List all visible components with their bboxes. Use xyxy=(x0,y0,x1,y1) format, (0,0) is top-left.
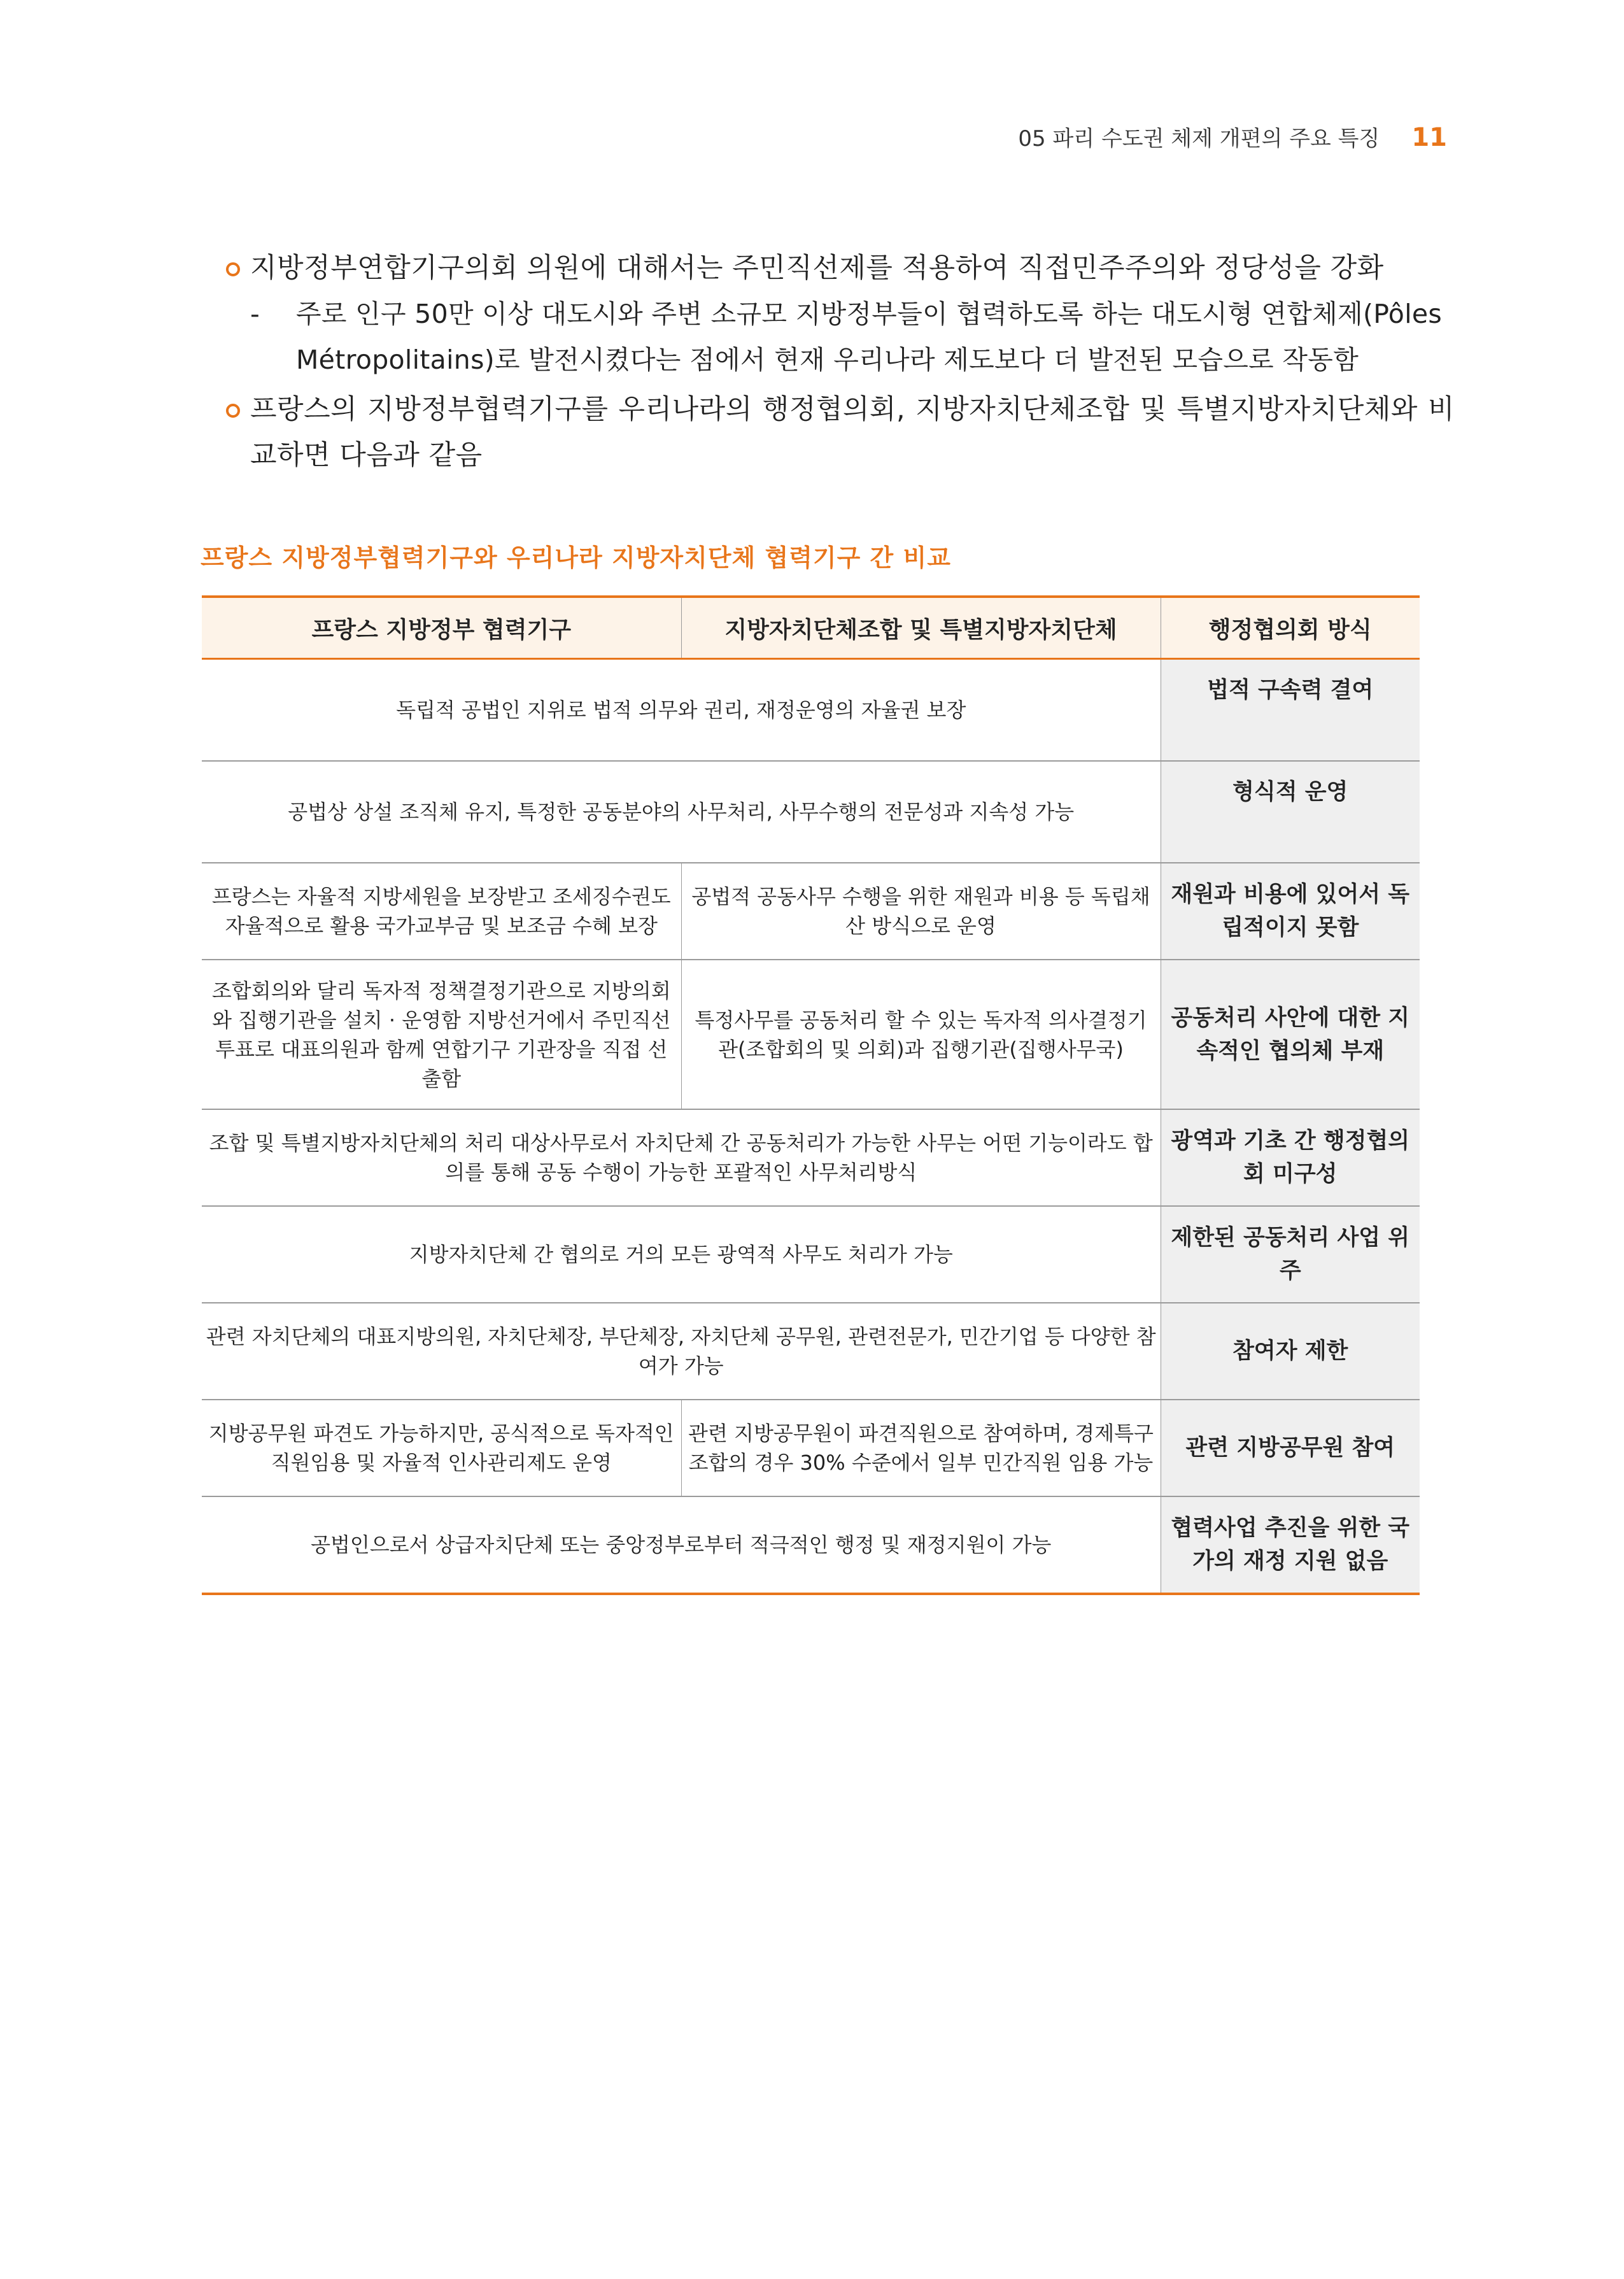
table-cell-council: 관련 지방공무원 참여 xyxy=(1161,1400,1420,1496)
header-korea-union: 지방자치단체조합 및 특별지방자치단체 xyxy=(681,597,1161,659)
page-number: 11 xyxy=(1411,123,1447,152)
table-cell-merged: 조합 및 특별지방자치단체의 처리 대상사무로서 자치단체 간 공동처리가 가능한 사무는 어떤 기능이라도 합의를 통해 공동 수행이 가능한 포괄적인 사무처리방식 xyxy=(202,1109,1161,1206)
table-cell-korea-union: 관련 지방공무원이 파견직원으로 참여하며, 경제특구 조합의 경우 30% 수준에서 일부 민간직원 임용 가능 xyxy=(681,1400,1161,1496)
table-cell-council: 제한된 공동처리 사업 위주 xyxy=(1161,1206,1420,1303)
table-cell-france: 조합회의와 달리 독자적 정책결정기관으로 지방의회와 집행기관을 설치 · 운영함 지방선거에서 주민직선투표로 대표의원과 함께 연합기구 기관장을 직접 선출함 xyxy=(202,960,681,1109)
table-cell-council: 광역과 기초 간 행정협의회 미구성 xyxy=(1161,1109,1420,1206)
orange-ring-bullet-icon xyxy=(226,262,240,276)
comparison-table xyxy=(202,595,1420,1595)
table-cell-merged: 공법인으로서 상급자치단체 또는 중앙정부로부터 적극적인 행정 및 재정지원이 가능 xyxy=(202,1496,1161,1594)
table-row xyxy=(202,1109,1420,1206)
table-cell-merged: 지방자치단체 간 협의로 거의 모든 광역적 사무도 처리가 가능 xyxy=(202,1206,1161,1303)
table-row xyxy=(202,1206,1420,1303)
table-row xyxy=(202,863,1420,960)
table-cell-france: 지방공무원 파견도 가능하지만, 공식적으로 독자적인 직원임용 및 자율적 인사관리제도 운영 xyxy=(202,1400,681,1496)
table-row xyxy=(202,1496,1420,1594)
table-row xyxy=(202,659,1420,762)
table-cell-council: 참여자 제한 xyxy=(1161,1303,1420,1400)
table-cell-council: 협력사업 추진을 위한 국가의 재정 지원 없음 xyxy=(1161,1496,1420,1594)
bullet-paragraph-1 xyxy=(226,245,1455,291)
table-row xyxy=(202,1303,1420,1400)
header-france: 프랑스 지방정부 협력기구 xyxy=(202,597,681,659)
table-row xyxy=(202,761,1420,863)
sub-paragraph-1 xyxy=(250,291,1448,383)
table-cell-council: 재원과 비용에 있어서 독립적이지 못함 xyxy=(1161,863,1420,960)
table-cell-merged: 독립적 공법인 지위로 법적 의무와 권리, 재정운영의 자율권 보장 xyxy=(202,659,1161,762)
body-text xyxy=(226,245,1455,478)
bullet-2-text: 프랑스의 지방정부협력기구를 우리나라의 행정협의회, 지방자치단체조합 및 특별지방자치단체와 비교하면 다음과 같음 xyxy=(250,394,1455,471)
running-header xyxy=(1018,121,1447,152)
table-row xyxy=(202,960,1420,1109)
table-cell-council: 형식적 운영 xyxy=(1161,761,1420,863)
table-header-row xyxy=(202,597,1420,659)
table-cell-merged: 관련 자치단체의 대표지방의원, 자치단체장, 부단체장, 자치단체 공무원, 관련전문가, 민간기업 등 다양한 참여가 가능 xyxy=(202,1303,1161,1400)
sub-1-text: 주로 인구 50만 이상 대도시와 주변 소규모 지방정부들이 협력하도록 하는 대도시형 연합체제(Pôles Métropolitains)로 발전시켰다는 점에서 현재 우리나라 제도보다 더 발전된 모습으로 작동함 xyxy=(296,299,1443,375)
table-cell-merged: 공법상 상설 조직체 유지, 특정한 공동분야의 사무처리, 사무수행의 전문성과 지속성 가능 xyxy=(202,761,1161,863)
bullet-1-text: 지방정부연합기구의회 의원에 대해서는 주민직선제를 적용하여 직접민주주의와 정당성을 강화 xyxy=(250,252,1384,284)
table-title: 프랑스 지방정부협력기구와 우리나라 지방자치단체 협력기구 간 비교 xyxy=(201,544,951,572)
bullet-paragraph-2 xyxy=(226,387,1455,478)
chapter-title: 05 파리 수도권 체제 개편의 주요 특징 xyxy=(1018,126,1380,152)
orange-ring-bullet-icon xyxy=(226,404,240,418)
table-cell-france: 프랑스는 자율적 지방세원을 보장받고 조세징수권도 자율적으로 활용 국가교부금 및 보조금 수혜 보장 xyxy=(202,863,681,960)
table-cell-korea-union: 공법적 공동사무 수행을 위한 재원과 비용 등 독립채산 방식으로 운영 xyxy=(681,863,1161,960)
table-row xyxy=(202,1400,1420,1496)
table-cell-korea-union: 특정사무를 공동처리 할 수 있는 독자적 의사결정기관(조합회의 및 의회)과 집행기관(집행사무국) xyxy=(681,960,1161,1109)
header-council: 행정협의회 방식 xyxy=(1161,597,1420,659)
table-cell-council: 법적 구속력 결여 xyxy=(1161,659,1420,762)
table-cell-council: 공동처리 사안에 대한 지속적인 협의체 부재 xyxy=(1161,960,1420,1109)
dash-marker: - xyxy=(250,299,260,329)
